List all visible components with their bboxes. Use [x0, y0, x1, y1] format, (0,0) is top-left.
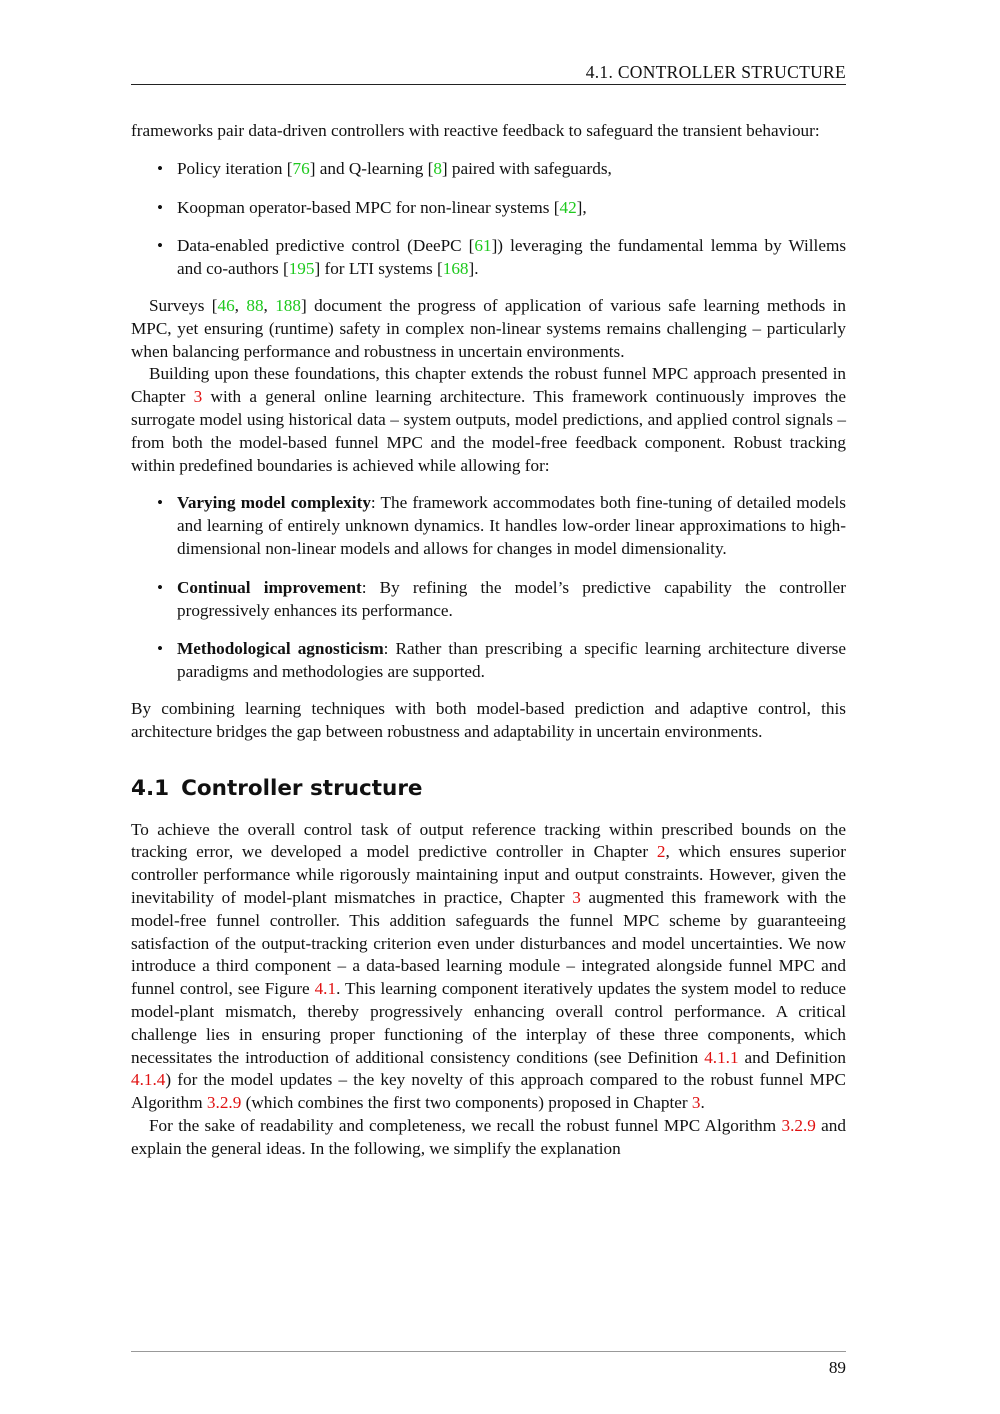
text-run: ] document the progress of application of various safe learning methods in MPC, yet ensuring (runtime) safety in complex non-linear systems remains challenging – particularly when balancing performance and robustness in uncertain environments. [131, 295, 847, 361]
page-body [131, 120, 846, 1160]
text-run: ] paired with safeguards, [441, 158, 612, 178]
crossref-link[interactable]: 4.1.4 [131, 1070, 166, 1090]
citation-link[interactable]: 195 [288, 259, 315, 279]
intro-paragraph-1: frameworks pair data-driven controllers with reactive feedback to safeguard the transient behaviour: [131, 121, 820, 140]
text-run: ]. [468, 259, 479, 279]
foundations-paragraph [131, 363, 846, 477]
text-run: ] for LTI systems [ [314, 259, 443, 279]
text-run: with a general online learning architecture. This framework continuously improves the surrogate model using historical data – system outputs, model predictions, and applied control signals – from both the model-based funnel MPC and the model-free feedback component. Robust tracking within predefined boundaries is achieved while allowing for: [131, 387, 846, 475]
text-run: . [700, 1093, 705, 1113]
text-run: Koopman operator-based MPC for non-linear systems [ [177, 197, 560, 217]
text-run: ]) leveraging the fundamental lemma by Willems and co-authors [ [177, 236, 847, 279]
feature-term: Continual improvement [177, 577, 362, 597]
surveys-paragraph [131, 295, 846, 363]
list-item [131, 638, 846, 684]
bullet-icon: • [157, 197, 164, 217]
citation-link[interactable]: 46 [217, 295, 235, 315]
feature-term: Methodological agnosticism [177, 639, 384, 659]
list-item [131, 577, 846, 623]
text-run: , which ensures superior controller performance while rigorously maintaining input and output constraints. However, given the inevitability of model-plant mismatches in practice, Chapter [131, 842, 846, 907]
footer-rule [131, 1351, 846, 1352]
text-run: Data-enabled predictive control (DeePC [ [177, 236, 475, 256]
text-run: and explain the general ideas. In the following, we simplify the explanation [131, 1115, 846, 1158]
running-title: 4.1. CONTROLLER STRUCTURE [585, 62, 846, 82]
crossref-link[interactable]: 3.2.9 [781, 1115, 816, 1135]
text-run: (which combines the first two components) proposed in Chapter [241, 1093, 692, 1113]
crossref-link[interactable]: 3 [691, 1093, 701, 1113]
feature-term: Varying model complexity [177, 493, 371, 513]
crossref-link[interactable]: 4.1 [314, 979, 337, 999]
section-number: 4.1 [131, 775, 170, 801]
bullet-icon: • [157, 639, 164, 659]
text-run: Building upon these foundations, this chapter extends the robust funnel MPC approach presented in Chapter [131, 364, 846, 407]
feature-text: : Rather than prescribing a specific learning architecture diverse paradigms and methodologies are supported. [177, 639, 846, 682]
section-heading [131, 776, 846, 802]
bullet-icon: • [157, 236, 164, 256]
page-number: 89 [828, 1358, 846, 1377]
text-run: , [234, 295, 247, 315]
crossref-link[interactable]: 3 [193, 387, 203, 407]
citation-link[interactable]: 88 [246, 295, 264, 315]
citation-link[interactable]: 76 [292, 158, 310, 178]
feature-text: : The framework accommodates both fine-tuning of detailed models and learning of entirely unknown dynamics. It handles low-order linear approximations to high-dimensional non-linear models and allows for changes in model dimensionality. [177, 493, 846, 558]
text-run: and Definition [738, 1047, 846, 1067]
crossref-link[interactable]: 3.2.9 [206, 1093, 242, 1113]
citation-link[interactable]: 61 [474, 236, 492, 256]
list-item [131, 492, 846, 560]
text-run: ) for the model updates – the key novelty of this approach compared to the robust funnel MPC Algorithm [131, 1070, 846, 1113]
section-paragraph-1 [131, 819, 846, 1115]
feature-text: : By refining the model’s predictive capability the controller progressively enhances its performance. [177, 577, 846, 620]
list-item [131, 197, 846, 220]
crossref-link[interactable]: 3 [572, 887, 581, 907]
section-title: Controller structure [181, 775, 423, 801]
text-run: Policy iteration [ [177, 158, 293, 178]
text-run: ] and Q-learning [ [309, 158, 434, 178]
text-run: ], [576, 197, 587, 217]
bullet-icon: • [157, 158, 164, 178]
citation-link[interactable]: 168 [442, 259, 469, 279]
text-run: augmented this framework with the model-free funnel controller. This addition safeguards the funnel MPC scheme by guaranteeing satisfaction of the output-tracking criterion even under disturbances and model uncertainties. We now introduce a third component – a data-based learning module – integrated alongside funnel MPC and funnel control, see Figure [131, 887, 846, 999]
citation-link[interactable]: 188 [275, 295, 301, 315]
feature-list [131, 492, 846, 684]
bullet-icon: • [157, 577, 164, 597]
list-item [131, 235, 846, 281]
text-run: For the sake of readability and completeness, we recall the robust funnel MPC Algorithm [149, 1115, 782, 1135]
citation-link[interactable]: 8 [433, 158, 442, 178]
list-item [131, 158, 846, 181]
text-run: , [263, 295, 276, 315]
running-header [131, 60, 846, 85]
crossref-link[interactable]: 4.1.1 [704, 1047, 739, 1067]
approach-list [131, 158, 846, 281]
bullet-icon: • [157, 493, 164, 513]
combining-paragraph: By combining learning techniques with both model-based prediction and adaptive control, this architecture bridges the gap between robustness and adaptability in uncertain environments. [131, 698, 846, 741]
text-run: To achieve the overall control task of output reference tracking within prescribed bounds on the tracking error, we developed a model predictive controller in Chapter [131, 819, 846, 862]
section-paragraph-2 [131, 1115, 846, 1161]
text-run: Surveys [ [149, 295, 218, 315]
crossref-link[interactable]: 2 [656, 842, 666, 862]
text-run: . This learning component iteratively updates the system model to reduce model-plant mismatch, thereby progressively enhancing overall control performance. A critical challenge lies in ensuring proper functioning of the interplay of these three components, which necessitates the introduction of additional consistency conditions (see Definition [131, 979, 846, 1067]
citation-link[interactable]: 42 [559, 197, 577, 217]
